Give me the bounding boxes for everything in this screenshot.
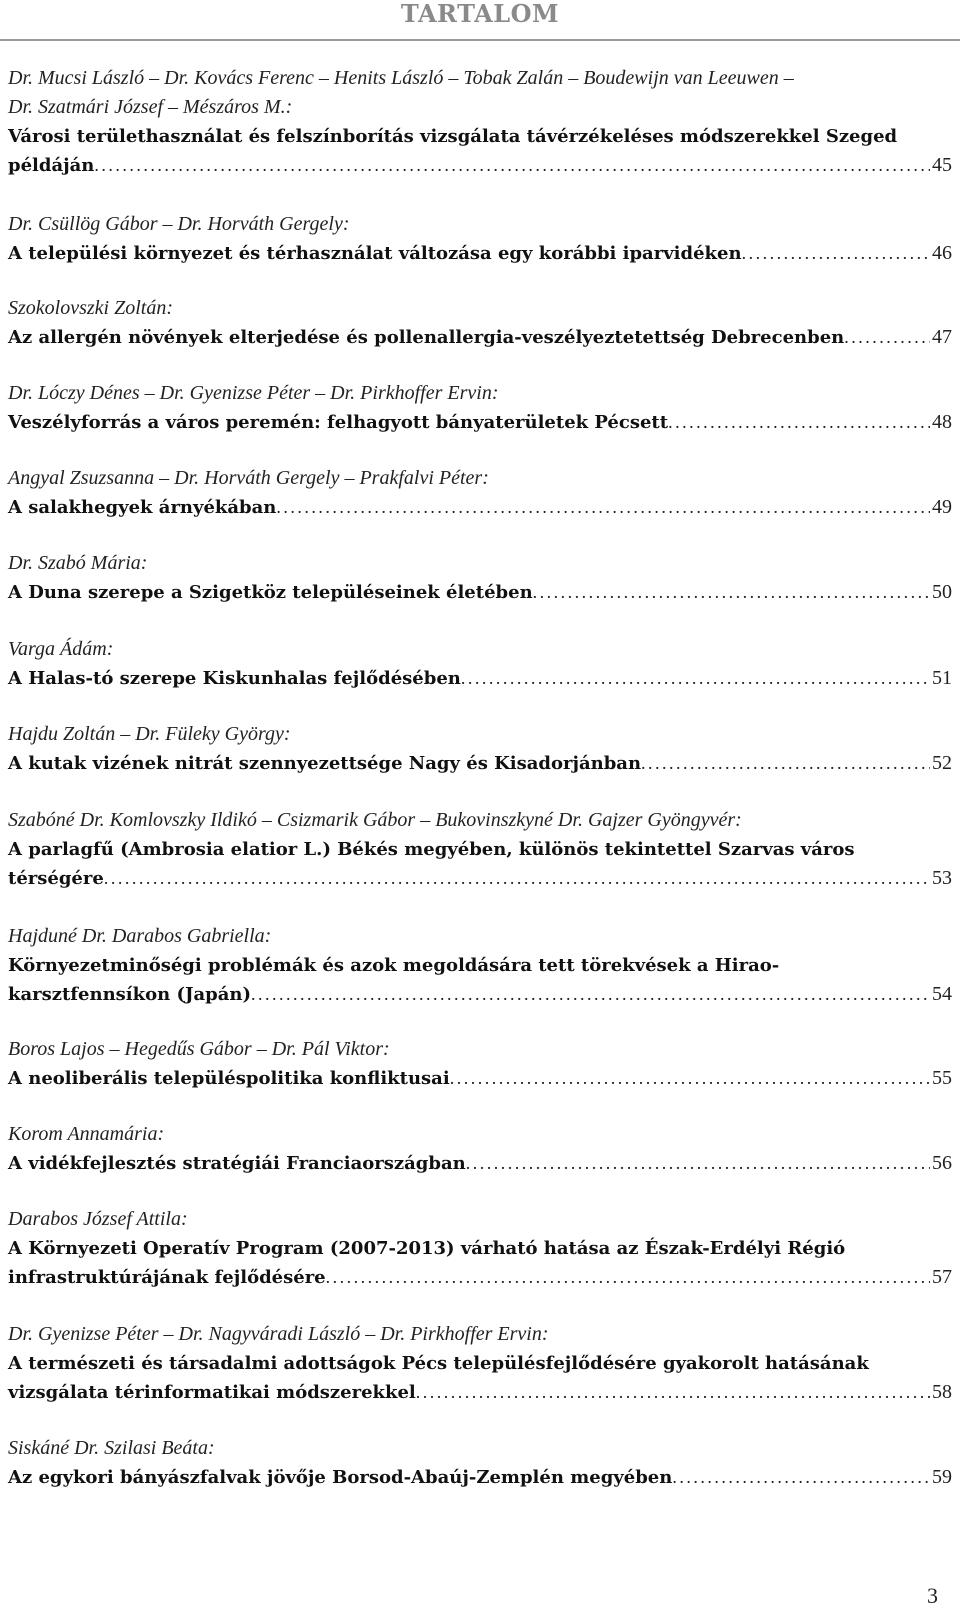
entry-authors: Korom Annamária: bbox=[8, 1123, 165, 1145]
dot-leader bbox=[276, 493, 930, 522]
entry-authors: Dr. Lóczy Dénes – Dr. Gyenizse Péter – Dr. Pirkhoffer Ervin: bbox=[8, 382, 499, 404]
dot-leader bbox=[742, 239, 930, 268]
dot-leader bbox=[94, 151, 930, 180]
entry-authors: Dr. Mucsi László – Dr. Kovács Ferenc – Henits László – Tobak Zalán – Boudewijn van Leeuwen – Dr. Szatmári József – Mészáros M.: bbox=[8, 67, 794, 118]
dot-leader bbox=[461, 664, 930, 693]
entry-title: karsztfennsíkon (Japán) bbox=[8, 984, 252, 1005]
toc-entry[interactable] bbox=[8, 464, 952, 522]
toc-entry[interactable] bbox=[8, 1120, 952, 1178]
title-divider bbox=[0, 39, 960, 41]
entry-title-with-page bbox=[8, 1149, 952, 1178]
dot-leader bbox=[466, 1149, 930, 1178]
entry-title: A települési környezet és térhasználat változása egy korábbi iparvidéken bbox=[8, 243, 742, 264]
entry-page-number: 48 bbox=[932, 411, 952, 433]
entry-title: vizsgálata térinformatikai módszerekkel bbox=[8, 1382, 416, 1403]
entry-title: A parlagfű (Ambrosia elatior L.) Békés megyében, különös tekintettel Szarvas város bbox=[8, 839, 855, 860]
entry-page-number: 45 bbox=[932, 154, 952, 176]
page-title: TARTALOM bbox=[400, 0, 560, 28]
entry-title-with-page bbox=[8, 408, 952, 437]
entry-authors: Hajdu Zoltán – Dr. Füleky György: bbox=[8, 723, 291, 745]
entry-title: A vidékfejlesztés stratégiái Franciaországban bbox=[8, 1153, 466, 1174]
entry-page-number: 47 bbox=[932, 326, 952, 348]
entry-page-number: 50 bbox=[932, 581, 952, 603]
entry-page-number: 54 bbox=[932, 983, 952, 1005]
entry-page-number: 58 bbox=[932, 1381, 952, 1403]
dot-leader bbox=[672, 1463, 930, 1492]
entry-authors: Darabos József Attila: bbox=[8, 1208, 188, 1230]
entry-page-number: 49 bbox=[932, 496, 952, 518]
entry-title: A Környezeti Operatív Program (2007-2013) várható hatása az Észak-Erdélyi Régió bbox=[8, 1238, 846, 1259]
entry-authors: Szokolovszki Zoltán: bbox=[8, 297, 173, 319]
entry-title: A salakhegyek árnyékában bbox=[8, 497, 277, 518]
entry-title-with-page bbox=[8, 578, 952, 607]
entry-title: Veszélyforrás a város peremén: felhagyott bányaterületek Pécsett bbox=[8, 412, 669, 433]
entry-title: A Duna szerepe a Szigetköz településeinek életében bbox=[8, 582, 533, 603]
entry-title-with-page bbox=[8, 980, 952, 1009]
entry-page-number: 53 bbox=[932, 867, 952, 889]
entry-title-with-page bbox=[8, 493, 952, 522]
toc-entry[interactable] bbox=[8, 379, 952, 437]
toc-entry[interactable] bbox=[8, 549, 952, 607]
entry-title: térségére bbox=[8, 868, 104, 889]
entry-authors: Angyal Zsuzsanna – Dr. Horváth Gergely – Prakfalvi Péter: bbox=[8, 467, 489, 489]
entry-title-with-page bbox=[8, 1378, 952, 1407]
entry-title: A neoliberális településpolitika konfliktusai bbox=[8, 1068, 450, 1089]
dot-leader bbox=[326, 1263, 930, 1292]
entry-authors: Szabóné Dr. Komlovszky Ildikó – Csizmarik Gábor – Bukovinszkyné Dr. Gajzer Gyöngyvér: bbox=[8, 809, 742, 831]
entry-title-with-page bbox=[8, 749, 952, 778]
toc-entry[interactable] bbox=[8, 294, 952, 352]
entry-authors: Dr. Gyenizse Péter – Dr. Nagyváradi László – Dr. Pirkhoffer Ervin: bbox=[8, 1323, 549, 1345]
toc-entry[interactable] bbox=[8, 922, 952, 1009]
dot-leader bbox=[533, 578, 930, 607]
entry-page-number: 55 bbox=[932, 1067, 952, 1089]
entry-title: Az egykori bányászfalvak jövője Borsod-Abaúj-Zemplén megyében bbox=[8, 1467, 673, 1488]
entry-title-with-page bbox=[8, 1064, 952, 1093]
toc-entry[interactable] bbox=[8, 720, 952, 778]
entry-title: infrastruktúrájának fejlődésére bbox=[8, 1267, 326, 1288]
entry-title: példáján bbox=[8, 155, 95, 176]
toc-entry[interactable] bbox=[8, 1205, 952, 1292]
entry-page-number: 51 bbox=[932, 667, 952, 689]
entry-title: A természeti és társadalmi adottságok Pécs településfejlődésére gyakorolt hatásának bbox=[8, 1353, 869, 1374]
entry-authors: Boros Lajos – Hegedűs Gábor – Dr. Pál Viktor: bbox=[8, 1038, 390, 1060]
toc-entry[interactable] bbox=[8, 806, 952, 893]
entry-title: Városi területhasználat és felszínborítás vizsgálata távérzékeléses módszerekkel Szeged bbox=[8, 126, 898, 147]
toc-entry[interactable] bbox=[8, 64, 952, 180]
entry-title: A kutak vizének nitrát szennyezettsége Nagy és Kisadorjánban bbox=[8, 753, 642, 774]
entry-title-with-page bbox=[8, 1463, 952, 1492]
toc-entry[interactable] bbox=[8, 210, 952, 268]
entry-title-with-page bbox=[8, 1263, 952, 1292]
dot-leader bbox=[104, 864, 930, 893]
dot-leader bbox=[844, 323, 930, 352]
entry-title-with-page bbox=[8, 323, 952, 352]
entry-title-with-page bbox=[8, 664, 952, 693]
entry-authors: Varga Ádám: bbox=[8, 638, 114, 660]
entry-authors: Siskáné Dr. Szilasi Beáta: bbox=[8, 1437, 215, 1459]
entry-page-number: 59 bbox=[932, 1466, 952, 1488]
entry-page-number: 52 bbox=[932, 752, 952, 774]
entry-authors: Dr. Csüllög Gábor – Dr. Horváth Gergely: bbox=[8, 213, 350, 235]
page-number: 3 bbox=[927, 1583, 938, 1608]
dot-leader bbox=[416, 1378, 930, 1407]
entry-page-number: 56 bbox=[932, 1152, 952, 1174]
entry-authors: Hajduné Dr. Darabos Gabriella: bbox=[8, 925, 272, 947]
dot-leader bbox=[251, 980, 930, 1009]
entry-title: A Halas-tó szerepe Kiskunhalas fejlődésében bbox=[8, 668, 461, 689]
toc-entry[interactable] bbox=[8, 635, 952, 693]
entry-title: Környezetminőségi problémák és azok megoldására tett törekvések a Hirao- bbox=[8, 955, 780, 976]
entry-authors: Dr. Szabó Mária: bbox=[8, 552, 148, 574]
dot-leader bbox=[668, 408, 930, 437]
entry-page-number: 57 bbox=[932, 1266, 952, 1288]
toc-entry[interactable] bbox=[8, 1434, 952, 1492]
dot-leader bbox=[450, 1064, 930, 1093]
entry-title: Az allergén növények elterjedése és pollenallergia-veszélyeztetettség Debrecenben bbox=[8, 327, 845, 348]
dot-leader bbox=[641, 749, 930, 778]
toc-entry[interactable] bbox=[8, 1320, 952, 1407]
entry-title-with-page bbox=[8, 239, 952, 268]
table-of-contents bbox=[8, 64, 952, 1492]
entry-title-with-page bbox=[8, 151, 952, 180]
entry-title-with-page bbox=[8, 864, 952, 893]
toc-entry[interactable] bbox=[8, 1035, 952, 1093]
entry-page-number: 46 bbox=[932, 242, 952, 264]
